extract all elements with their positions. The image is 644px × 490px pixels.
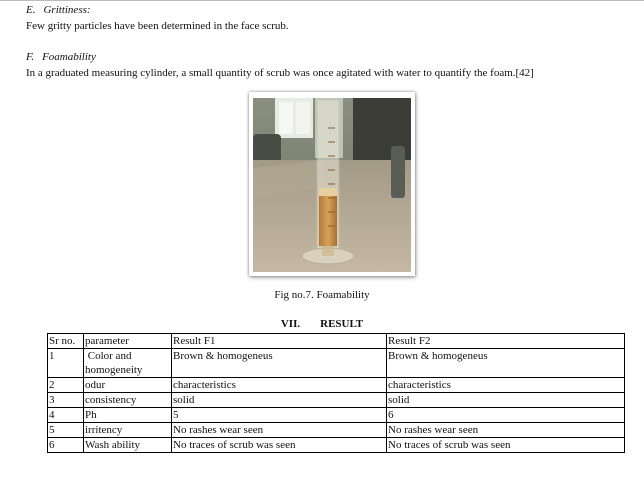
cell-result-f2: No traces of scrub was seen bbox=[387, 438, 625, 453]
cell-parameter: consistency bbox=[84, 393, 172, 408]
cell-sr: 3 bbox=[48, 393, 84, 408]
table-header-row bbox=[48, 334, 625, 349]
cell-parameter: Wash ability bbox=[84, 438, 172, 453]
header-sr-no: Sr no. bbox=[48, 334, 84, 349]
result-table bbox=[47, 333, 625, 453]
cell-result-f2: solid bbox=[387, 393, 625, 408]
section-e-heading bbox=[26, 4, 91, 16]
page-top-rule bbox=[0, 0, 644, 1]
figure-caption: Fig no.7. Foamability bbox=[274, 289, 370, 301]
cell-sr: 2 bbox=[48, 378, 84, 393]
section-f-paragraph: In a graduated measuring cylinder, a small quantity of scrub was once agitated with water to quantify the foam.[42] bbox=[26, 67, 534, 79]
cell-sr: 4 bbox=[48, 408, 84, 423]
cell-result-f2: 6 bbox=[387, 408, 625, 423]
result-heading-title: RESULT bbox=[320, 318, 364, 330]
cell-result-f1: solid bbox=[172, 393, 387, 408]
table-row bbox=[48, 349, 625, 378]
cell-result-f1: No rashes wear seen bbox=[172, 423, 387, 438]
table-row bbox=[48, 393, 625, 408]
section-e-label: E. bbox=[26, 4, 36, 16]
cell-parameter: Color and homogeneity bbox=[84, 349, 172, 378]
cell-sr: 1 bbox=[48, 349, 84, 378]
foamability-photo-frame bbox=[249, 92, 415, 276]
header-result-f1: Result F1 bbox=[172, 334, 387, 349]
section-e-paragraph: Few gritty particles have been determined in the face scrub. bbox=[26, 20, 289, 32]
cell-parameter: irritency bbox=[84, 423, 172, 438]
section-f-label: F. bbox=[26, 51, 35, 63]
section-f-title: Foamability bbox=[42, 51, 96, 63]
cell-result-f1: No traces of scrub was seen bbox=[172, 438, 387, 453]
table-row bbox=[48, 423, 625, 438]
cell-parameter: odur bbox=[84, 378, 172, 393]
foamability-photo bbox=[253, 98, 411, 272]
cell-result-f2: No rashes wear seen bbox=[387, 423, 625, 438]
cell-result-f1: characteristics bbox=[172, 378, 387, 393]
header-result-f2: Result F2 bbox=[387, 334, 625, 349]
header-parameter: parameter bbox=[84, 334, 172, 349]
cell-result-f1: Brown & homogeneus bbox=[172, 349, 387, 378]
cell-parameter: Ph bbox=[84, 408, 172, 423]
table-row bbox=[48, 408, 625, 423]
table-row bbox=[48, 378, 625, 393]
table-row bbox=[48, 438, 625, 453]
background-cylinder bbox=[391, 146, 405, 198]
section-f-heading bbox=[26, 51, 96, 63]
result-heading-number: VII. bbox=[280, 318, 301, 330]
cell-sr: 5 bbox=[48, 423, 84, 438]
cell-result-f1: 5 bbox=[172, 408, 387, 423]
cell-result-f2: characteristics bbox=[387, 378, 625, 393]
cell-result-f2: Brown & homogeneus bbox=[387, 349, 625, 378]
section-e-title: Grittiness: bbox=[43, 4, 91, 16]
foam-liquid bbox=[319, 194, 337, 246]
cell-sr: 6 bbox=[48, 438, 84, 453]
result-heading bbox=[0, 318, 644, 330]
